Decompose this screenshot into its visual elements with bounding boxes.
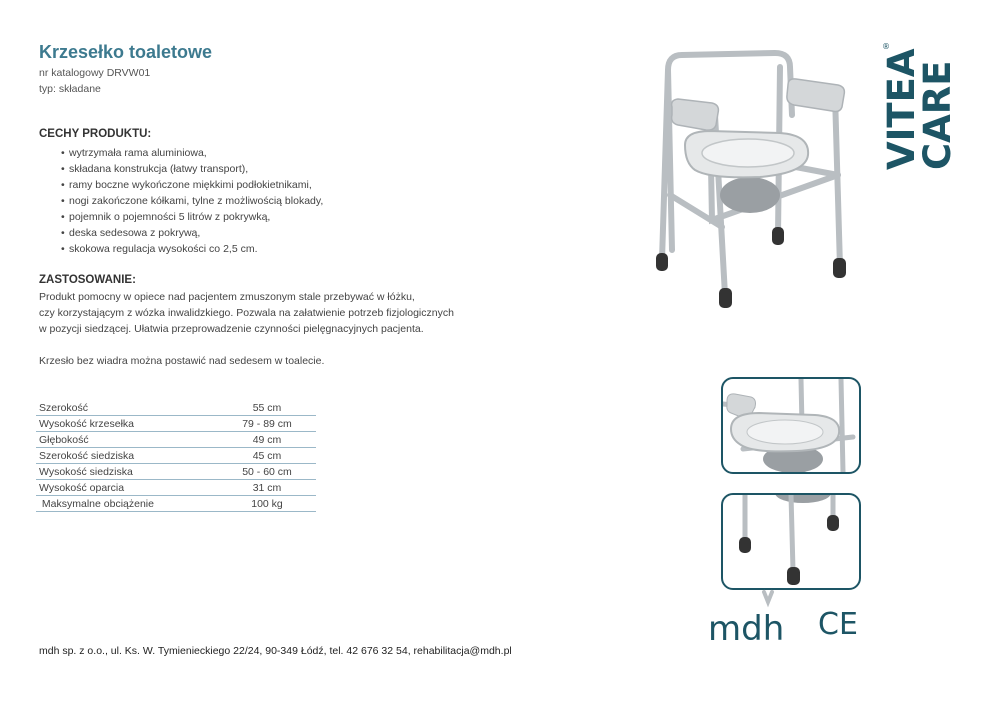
- feature-item: • składana konstrukcja (łatwy transport),: [39, 161, 323, 177]
- registered-mark: ®: [882, 42, 890, 51]
- spec-value: 50 - 60 cm: [218, 464, 316, 480]
- usage-line: Produkt pomocny w opiece nad pacjentem zmuszonym stale przebywać w łóżku,: [39, 291, 415, 303]
- brand-line1: VITEA: [880, 48, 923, 170]
- feature-item: • skokowa regulacja wysokości co 2,5 cm.: [39, 241, 323, 257]
- spec-value: 55 cm: [218, 400, 316, 416]
- table-row: [36, 432, 316, 448]
- feature-item: • ramy boczne wykończone miękkimi podłokietnikami,: [39, 177, 323, 193]
- vitea-care-logo: [880, 40, 960, 180]
- features-heading: CECHY PRODUKTU:: [39, 128, 152, 140]
- commode-chair-image: [650, 45, 860, 315]
- usage-note: Krzesło bez wiadra można postawić nad sedesem w toalecie.: [39, 355, 325, 367]
- table-row: [36, 416, 316, 432]
- table-row: [36, 496, 316, 512]
- spec-label: Szerokość siedziska: [36, 448, 218, 464]
- specs-table: [36, 400, 316, 512]
- table-row: [36, 480, 316, 496]
- spec-label: Głębokość: [36, 432, 218, 448]
- features-list: [39, 145, 323, 257]
- table-row: [36, 448, 316, 464]
- product-type: typ: składane: [39, 83, 101, 95]
- mdh-logo-mark: [764, 592, 772, 602]
- spec-label: Wysokość oparcia: [36, 480, 218, 496]
- usage-heading: ZASTOSOWANIE:: [39, 274, 136, 286]
- brand-line2: CARE: [916, 60, 959, 170]
- table-row: [36, 400, 316, 416]
- wheels-closeup-image: [721, 493, 861, 590]
- wheels: [656, 227, 846, 308]
- feature-item: • pojemnik o pojemności 5 litrów z pokrywką,: [39, 209, 323, 225]
- spec-label: Maksymalne obciążenie: [36, 496, 218, 512]
- feature-item: • wytrzymała rama aluminiowa,: [39, 145, 323, 161]
- spec-label: Wysokość siedziska: [36, 464, 218, 480]
- spec-label: Wysokość krzesełka: [36, 416, 218, 432]
- spec-value: 79 - 89 cm: [218, 416, 316, 432]
- armrest-right: [787, 79, 845, 112]
- spec-value: 45 cm: [218, 448, 316, 464]
- spec-label: Szerokość: [36, 400, 218, 416]
- catalog-number: nr katalogowy DRVW01: [39, 67, 151, 79]
- armrest-left: [672, 99, 719, 130]
- ce-mark: CE: [818, 607, 858, 642]
- usage-line: czy korzystającym z wózka inwalidzkiego. Pozwala na załatwienie potrzeb fizjologicznych: [39, 307, 454, 319]
- feature-item: • deska sedesowa z pokrywą,: [39, 225, 323, 241]
- spec-value: 49 cm: [218, 432, 316, 448]
- usage-line: w pozycji siedzącej. Ułatwia przeprowadzenie czynności pielęgnacyjnych pacjenta.: [39, 323, 424, 335]
- table-row: [36, 464, 316, 480]
- usage-description: [39, 289, 454, 337]
- spec-value: 100 kg: [218, 496, 316, 512]
- feature-item: • nogi zakończone kółkami, tylne z możliwością blokady,: [39, 193, 323, 209]
- company-footer: mdh sp. z o.o., ul. Ks. W. Tymienieckiego 22/24, 90-349 Łódź, tel. 42 676 32 54, rehabilitacja@mdh.pl: [39, 645, 512, 657]
- mdh-logo: mdh: [708, 609, 785, 648]
- certification-logos: [706, 588, 866, 653]
- spec-value: 31 cm: [218, 480, 316, 496]
- seat-closeup-image: [721, 377, 861, 474]
- page-title: Krzesełko toaletowe: [39, 42, 213, 62]
